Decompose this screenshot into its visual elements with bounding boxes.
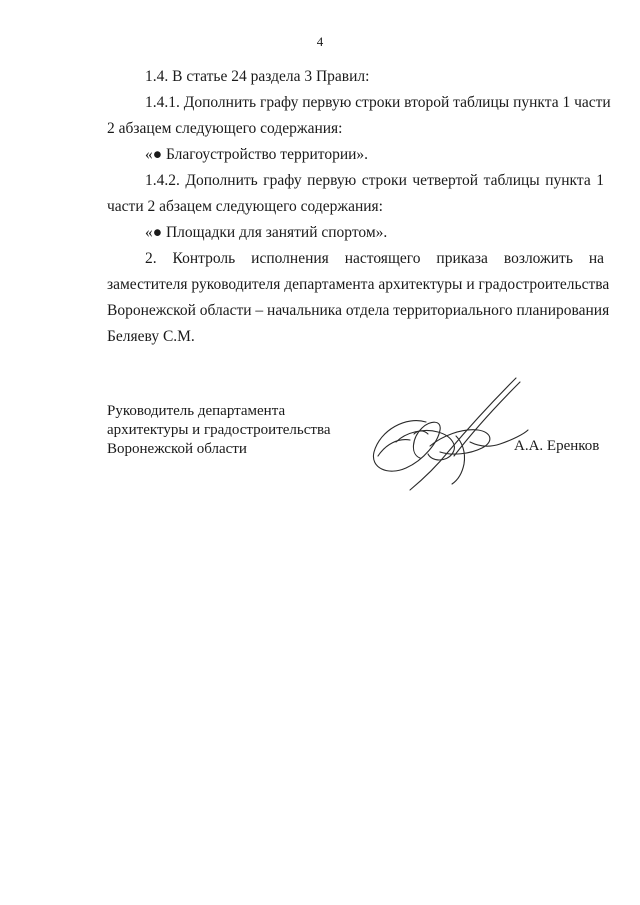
paragraph-1-4-2-line-2: части 2 абзацем следующего содержания: xyxy=(107,198,383,215)
paragraph-1-4: 1.4. В статье 24 раздела 3 Правил: xyxy=(145,68,370,85)
signatory-position-line-2: архитектуры и градостроительства xyxy=(107,422,331,438)
paragraph-2-line-4: Беляеву С.М. xyxy=(107,328,195,345)
paragraph-2-line-3: Воронежской области – начальника отдела территориального планирования xyxy=(107,302,610,319)
signatory-name: А.А. Еренков xyxy=(514,438,600,454)
paragraph-2-line-1: 2. Контроль исполнения настоящего приказа возложить на xyxy=(145,250,604,267)
signatory-position-line-3: Воронежской области xyxy=(107,441,247,457)
paragraph-1-4-1-line-1: 1.4.1. Дополнить графу первую строки второй таблицы пункта 1 части xyxy=(145,94,611,111)
signatory-position xyxy=(107,402,330,459)
page-number: 4 xyxy=(316,34,324,49)
signatory-position-line-1: Руководитель департамента xyxy=(107,403,286,419)
quote-sport-grounds: «● Площадки для занятий спортом». xyxy=(145,224,388,241)
paragraph-1-4-1-line-2: 2 абзацем следующего содержания: xyxy=(107,120,343,137)
quote-landscaping: «● Благоустройство территории». xyxy=(145,146,369,163)
paragraph-2-line-2: заместителя руководителя департамента архитектуры и градостроительства xyxy=(107,276,610,293)
paragraph-1-4-2-line-1: 1.4.2. Дополнить графу первую строки четвертой таблицы пункта 1 xyxy=(145,172,604,189)
handwritten-signature xyxy=(366,372,531,497)
